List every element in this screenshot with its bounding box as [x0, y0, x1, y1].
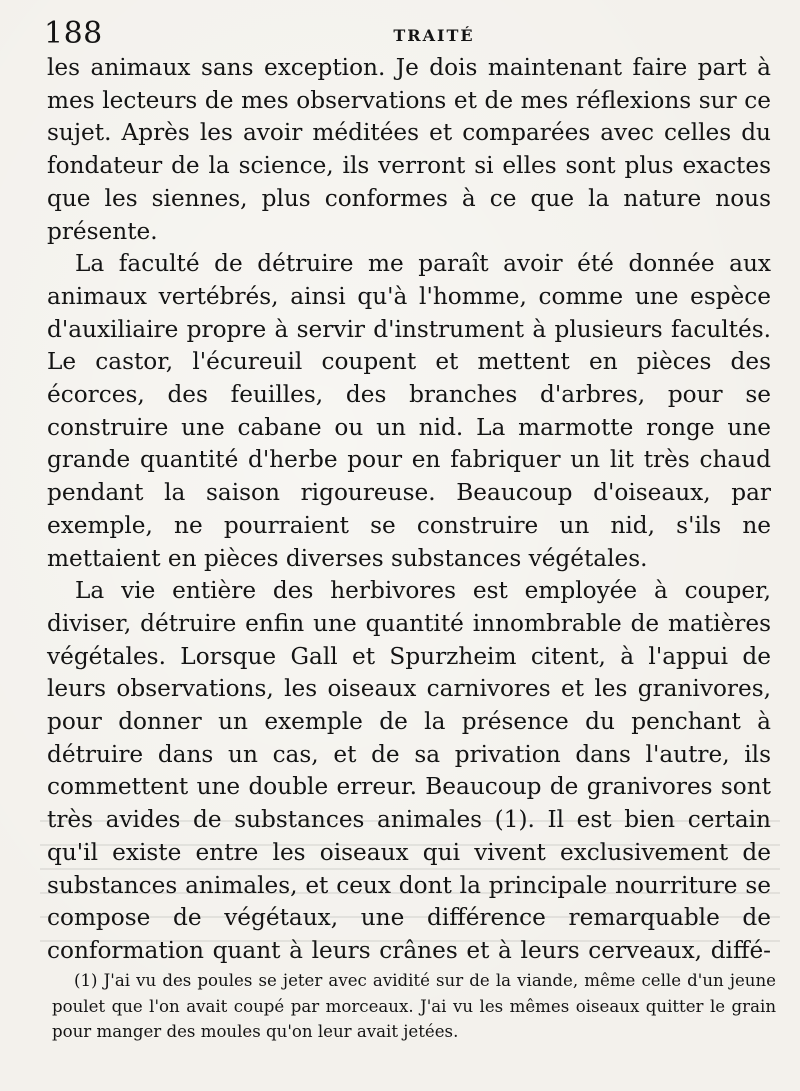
paragraph: La vie entière des herbivores est employée à couper, diviser, détruire enfin une quantité innombrable de matières végétales. Lorsque Gall et Spurzheim citent, à l'appui de leurs observations, les oiseaux carnivores et les granivores, pour donner un exemple de la présence du penchant à détruire dans un cas, et de sa privation dans l'autre, ils commettent une double erreur. Beaucoup de granivores sont très avides de substances animales (1). Il est bien certain qu'il existe entre les oiseaux qui vivent exclusivement de substances animales, et ceux dont la principale nourriture se compose de végétaux, une différence remarquable de conformation quant à leurs crânes et à leurs cerveaux, diffé- [47, 577, 771, 964]
paragraph: les animaux sans exception. Je dois maintenant faire part à mes lecteurs de mes observations et de mes réflexions sur ce sujet. Après les avoir méditées et comparées avec celles du fondateur de la science, ils verront si elles sont plus exactes que les siennes, plus conformes à ce que la nature nous présente. [47, 54, 771, 245]
body-text [47, 52, 771, 968]
footnote: (1) J'ai vu des poules se jeter avec avidité sur de la viande, même celle d'un jeune poulet que l'on avait coupé par morceaux. J'ai vu les mêmes oiseaux quitter le grain pour manger des moules qu'on leur avait jetées. [52, 971, 776, 1041]
page-header [44, 14, 764, 54]
running-title: TRAITÉ [393, 26, 475, 45]
page-number: 188 [44, 16, 103, 51]
footnotes [52, 968, 776, 1045]
paragraph: La faculté de détruire me paraît avoir été donnée aux animaux vertébrés, ainsi qu'à l'homme, comme une espèce d'auxiliaire propre à servir d'instrument à plusieurs facultés. Le castor, l'écureuil coupent et mettent en pièces des écorces, des feuilles, des branches d'arbres, pour se construire une cabane ou un nid. La marmotte ronge une grande quantité d'herbe pour en fabriquer un lit très chaud pendant la saison rigoureuse. Beaucoup d'oiseaux, par exemple, ne pourraient se construire un nid, s'ils ne mettaient en pièces diverses substances végétales. [47, 250, 771, 572]
